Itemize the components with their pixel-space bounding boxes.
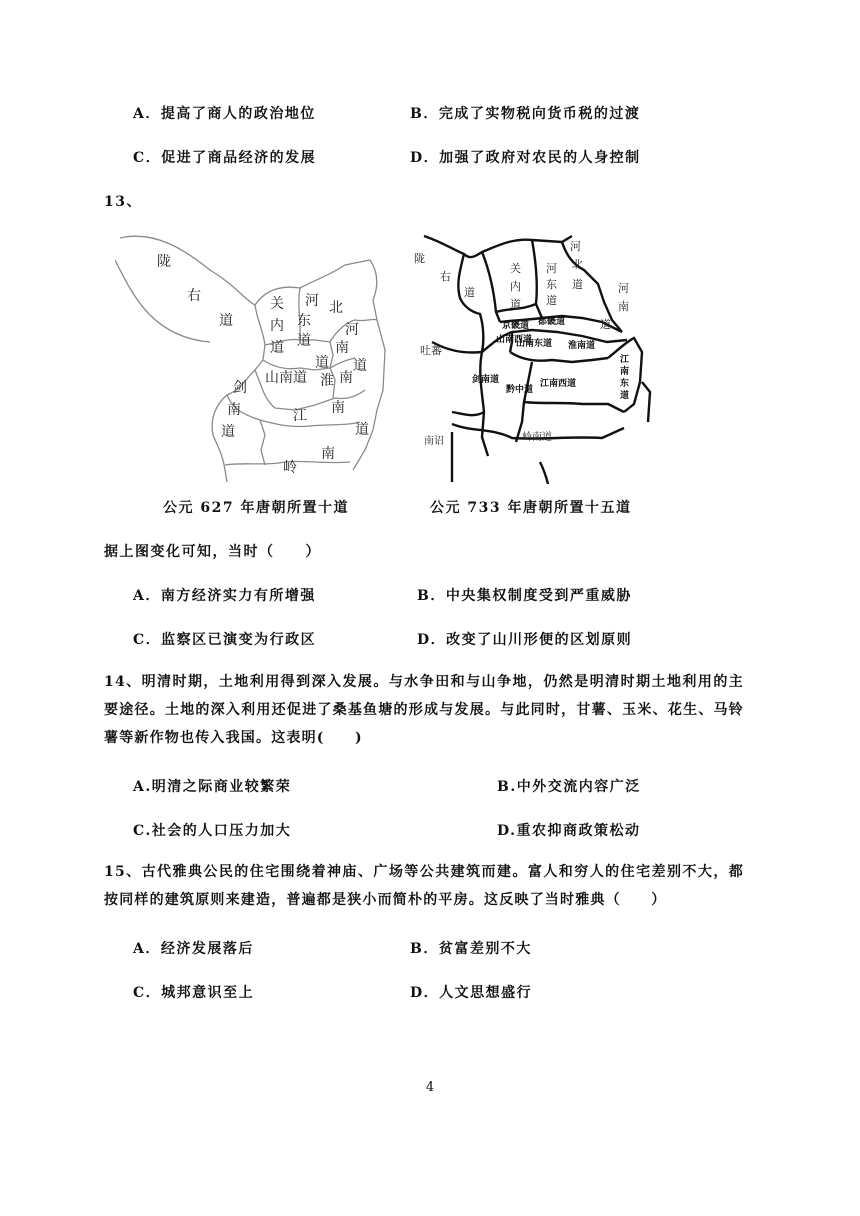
map2-label: 南 <box>620 367 630 377</box>
map2-label: 江南西道 <box>540 379 577 389</box>
map2-label: 吐蕃 <box>420 344 442 357</box>
map2-label: 剑南道 <box>472 375 500 385</box>
map2-label: 关 <box>510 262 521 275</box>
q13-number: 13、 <box>104 194 142 210</box>
map1-label: 道 <box>219 313 233 329</box>
map2-label: 东 <box>620 379 630 389</box>
map2-label: 道 <box>600 318 611 331</box>
map2-label: 南诏 <box>424 436 444 447</box>
q13-option-b: B．中央集权制度受到严重威胁 <box>417 588 632 604</box>
map1-label: 东 <box>297 313 311 329</box>
map1-label: 道 <box>355 422 369 438</box>
map2-label: 道 <box>572 278 583 291</box>
map1-label: 道 <box>353 358 367 374</box>
map1-label: 剑 <box>233 380 247 396</box>
q14-option-c: C.社会的人口压力加大 <box>133 823 292 839</box>
map1-label: 道 <box>221 424 235 440</box>
map1-label: 江 <box>293 408 307 424</box>
map2-label: 道 <box>510 298 521 311</box>
map-733-svg <box>412 232 652 484</box>
map2-label: 淮南道 <box>568 341 596 351</box>
map2-label: 道 <box>620 391 630 401</box>
map2-label: 右 <box>440 270 451 283</box>
map1-label: 山南道 <box>265 370 307 386</box>
map1-label: 岭 <box>283 460 297 476</box>
map-627-ten-circuits <box>115 230 395 485</box>
map1-label: 南 <box>227 402 241 418</box>
q15-option-c: C．城邦意识至上 <box>133 985 255 1001</box>
map2-label: 内 <box>510 280 521 293</box>
map2-label: 江 <box>620 355 630 365</box>
map2-label: 岭南道 <box>522 432 552 443</box>
map-733-fifteen-circuits <box>412 232 652 484</box>
map2-label: 陇 <box>414 252 425 265</box>
map2-label: 道 <box>546 294 557 307</box>
map2-label: 京畿道 <box>502 321 530 331</box>
q13-option-d: D．改变了山川形便的区划原则 <box>417 632 633 648</box>
map2-label: 河 <box>618 282 629 295</box>
q15-option-d: D．人文思想盛行 <box>410 985 533 1001</box>
map1-label: 河 <box>345 322 359 338</box>
map1-label: 内 <box>270 318 284 334</box>
map1-label: 北 <box>329 300 343 316</box>
map2-label: 东 <box>546 278 557 291</box>
map2-label: 南 <box>618 300 629 313</box>
q13-option-a: A．南方经济实力有所增强 <box>133 588 316 604</box>
map1-label: 道 <box>270 340 284 356</box>
q14-option-a: A.明清之际商业较繁荣 <box>133 779 292 795</box>
q12-option-a: A．提高了商人的政治地位 <box>133 106 316 122</box>
q13-stem: 据上图变化可知，当时（ ） <box>104 544 321 560</box>
map2-label: 黔中道 <box>506 385 534 395</box>
q13-option-c: C．监察区已演变为行政区 <box>133 632 317 648</box>
q14-option-b: B.中外交流内容广泛 <box>497 779 641 795</box>
q15-option-a: A．经济发展落后 <box>133 941 254 957</box>
map2-label: 道 <box>464 286 475 299</box>
map2-label: 河 <box>570 240 581 253</box>
map1-label: 南 <box>335 340 349 356</box>
q12-option-c: C．促进了商品经济的发展 <box>133 150 317 166</box>
map1-caption: 公元 627 年唐朝所置十道 <box>163 500 349 516</box>
q15-option-b: B．贫富差别不大 <box>410 941 532 957</box>
map2-label: 北 <box>572 258 583 271</box>
map1-label: 陇 <box>157 254 171 270</box>
q15-stem: 15、古代雅典公民的住宅围绕着神庙、广场等公共建筑而建。富人和穷人的住宅差别不大，都按同样的建筑原则来建造，普遍都是狭小而简朴的平房。这反映了当时雅典（ ） <box>104 864 744 908</box>
map2-label: 山南东道 <box>516 339 553 349</box>
map1-label: 道 <box>297 333 311 349</box>
map-627-svg <box>115 230 395 485</box>
map1-label: 道 <box>315 355 329 371</box>
map1-label: 右 <box>187 288 201 304</box>
map1-label: 淮 <box>320 373 334 389</box>
q12-option-b: B．完成了实物税向货币税的过渡 <box>410 106 641 122</box>
map1-label: 南 <box>321 446 335 462</box>
page-number: 4 <box>425 1080 435 1095</box>
map2-label: 山南西道 <box>496 335 533 345</box>
map1-label: 关 <box>270 296 284 312</box>
map2-label: 都畿道 <box>538 317 566 327</box>
q14-option-d: D.重农抑商政策松动 <box>497 823 641 839</box>
map2-caption: 公元 733 年唐朝所置十五道 <box>430 500 632 516</box>
map1-label: 河 <box>305 293 319 309</box>
q12-option-d: D．加强了政府对农民的人身控制 <box>410 150 641 166</box>
map2-label: 河 <box>546 262 557 275</box>
map1-label: 南 <box>339 370 353 386</box>
q14-stem: 14、明清时期，土地利用得到深入发展。与水争田和与山争地，仍然是明清时期土地利用的主要途径。土地的深入利用还促进了桑基鱼塘的形成与发展。与此同时，甘薯、玉米、花生、马铃薯等新作物也传入我国。这表明( ) <box>104 674 744 746</box>
map1-label: 南 <box>331 400 345 416</box>
